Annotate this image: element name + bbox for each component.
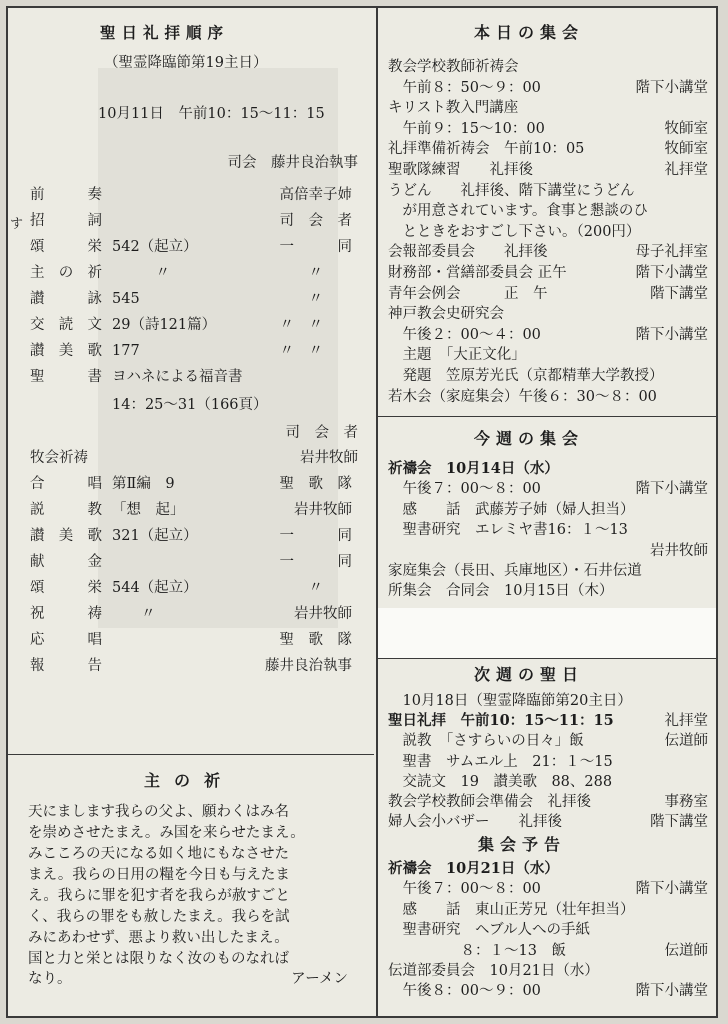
margin-char: す	[10, 217, 24, 232]
meeting-line	[388, 285, 708, 303]
meeting-line	[388, 521, 708, 539]
order-person: 岩井牧師	[294, 502, 352, 518]
order-label: 招 詞	[30, 213, 102, 229]
worship-date-time: 10月11日 午前10：15～11：15	[98, 106, 325, 122]
amen: アーメン	[291, 971, 348, 987]
meeting-line	[388, 305, 708, 323]
order-row	[30, 657, 360, 675]
meeting-line	[388, 732, 708, 750]
meeting-text: 教会学校教師会準備会 礼拝後	[388, 794, 591, 810]
meeting-text: 発題 笠原芳光氏（京都精華大学教授）	[388, 368, 664, 384]
meeting-preview-title: 集会予告	[478, 835, 567, 854]
meeting-line	[388, 982, 708, 1000]
order-row	[30, 475, 360, 493]
order-label: 頌 栄	[30, 239, 102, 255]
order-row	[30, 579, 360, 597]
meetings-column	[378, 8, 716, 1016]
meeting-text: 感 話 武藤芳子姉（婦人担当）	[388, 501, 635, 518]
meeting-line	[388, 223, 708, 241]
next-sunday-title: 次週の聖日	[474, 665, 585, 684]
meeting-line	[388, 880, 708, 898]
lords-prayer-text	[28, 802, 368, 970]
meeting-line	[388, 326, 708, 344]
order-item: 542（起立）	[112, 239, 198, 255]
order-row	[30, 264, 360, 282]
meeting-line	[388, 901, 708, 919]
meeting-line	[388, 99, 708, 117]
meeting-place: 岩井牧師	[650, 542, 708, 559]
meeting-line	[388, 712, 708, 730]
meeting-place: 牧師室	[664, 141, 708, 158]
meeting-line	[388, 501, 708, 519]
meeting-text: 感 話 東山正芳兄（壮年担当）	[388, 901, 635, 918]
meeting-text: 10月18日（聖霊降臨節第20主日）	[388, 693, 632, 709]
meeting-text: 午前９：15～10：00	[388, 120, 545, 137]
order-person: 一 同	[279, 554, 352, 570]
order-person: 藤井良治執事	[265, 658, 352, 674]
prayer-line: 国と力と栄とは限りなく汝のものなれば	[28, 951, 289, 967]
order-person: 高倍幸子姉	[279, 187, 352, 203]
order-item: 321（起立）	[112, 528, 198, 544]
order-label: 讃 詠	[30, 291, 102, 307]
meeting-text: キリスト教入門講座	[388, 100, 519, 117]
order-person: 〃	[308, 291, 352, 307]
meeting-line	[388, 346, 708, 364]
pastoral-prayer-by: 岩井牧師	[300, 450, 358, 466]
order-person: 聖 歌 隊	[279, 476, 352, 492]
order-item: 177	[112, 343, 140, 359]
order-row	[30, 238, 360, 256]
order-label: 祝 祷	[30, 606, 102, 622]
today-meetings-title: 本日の集会	[474, 23, 585, 42]
meeting-place: 階下小講堂	[635, 265, 708, 281]
meeting-text: 午後２：00～４：00	[388, 326, 541, 343]
order-item: 「想 起」	[112, 502, 185, 518]
meeting-place: 事務室	[664, 794, 708, 810]
meeting-line	[388, 860, 708, 878]
order-person: 聖 歌 隊	[279, 632, 352, 648]
meeting-text: とときをおすごし下さい。（200円）	[388, 223, 641, 240]
meeting-text: が用意されています。食事と懇談のひ	[388, 203, 648, 220]
meeting-place: 礼拝堂	[664, 713, 708, 730]
meeting-place: 階下小講堂	[635, 481, 708, 498]
meeting-text: 主題 「大正文化」	[388, 347, 526, 364]
meeting-place: 牧師室	[664, 120, 708, 137]
prayer-line: を崇めさせたまえ。み国を来らせたまえ。	[28, 825, 305, 841]
meeting-text: 聖書研究 エレミヤ書16：１～13	[388, 522, 628, 539]
meeting-line	[388, 243, 708, 261]
order-label: 献 金	[30, 554, 102, 570]
meeting-line	[388, 962, 708, 980]
meeting-text: 教会学校教師祈祷会	[388, 59, 519, 75]
blank-area	[378, 608, 716, 658]
worship-subtitle: （聖霊降臨節第19主日）	[104, 55, 268, 71]
prayer-line: みこころの天になる如く地にもなさせた	[28, 846, 289, 862]
meeting-line	[388, 460, 708, 478]
meeting-place: 伝道師	[664, 942, 708, 959]
order-row	[30, 186, 360, 204]
worship-order-column	[8, 8, 378, 1016]
meeting-line	[388, 367, 708, 385]
meeting-line	[388, 202, 708, 220]
order-label: 報 告	[30, 658, 102, 674]
order-person: 〃	[308, 580, 352, 596]
order-row	[30, 212, 360, 230]
meeting-line	[388, 562, 708, 580]
meeting-text: 伝道部委員会 10月21日（水）	[388, 963, 599, 979]
order-row	[30, 605, 360, 623]
prayer-line: 天にまします我らの父よ、願わくはみ名	[28, 804, 289, 820]
order-person: 〃 〃	[279, 317, 352, 333]
order-item: 〃	[112, 606, 156, 622]
order-item: 第Ⅱ編 9	[112, 476, 175, 492]
meeting-line	[388, 388, 708, 406]
meeting-text: うどん 礼拝後、階下講堂にうどん	[388, 182, 635, 199]
order-row	[30, 316, 360, 334]
order-label: 讃 美 歌	[30, 528, 102, 544]
meeting-text: 午後７：00～８：00	[388, 881, 541, 898]
meeting-place: 階下小講堂	[635, 326, 708, 343]
meeting-text: 婦人会小バザー 礼拝後	[388, 814, 562, 831]
meeting-text: 財務部・営繕部委員会 正午	[388, 265, 567, 281]
order-label: 応 唱	[30, 632, 102, 648]
order-person: 岩井牧師	[294, 606, 352, 622]
meeting-text: 青年会例会 正 午	[388, 285, 548, 302]
order-item: 544（起立）	[112, 580, 198, 596]
meeting-text: 会報部委員会 礼拝後	[388, 244, 548, 261]
meeting-place: 母子礼拝室	[635, 244, 708, 261]
order-row	[30, 631, 360, 649]
order-item: 29（詩121篇）	[112, 317, 217, 333]
prayer-line: まえ。我らの日用の糧を今日も与えたま	[28, 867, 290, 883]
prayer-line: く、我らの罪をも赦したまえ。我らを試	[28, 909, 290, 925]
meeting-place: 階下小講堂	[635, 79, 708, 96]
meeting-text: 午後７：00～８：00	[388, 481, 541, 498]
meeting-text: 神戸教会史研究会	[388, 306, 504, 323]
order-label: 交 読 文	[30, 317, 102, 333]
meeting-line	[388, 942, 708, 960]
lords-prayer-title: 主の祈	[144, 771, 235, 790]
meeting-line	[388, 692, 708, 710]
order-person: 〃 〃	[279, 343, 352, 359]
meeting-text: 家庭集会（長田、兵庫地区）・石井伝道	[388, 563, 642, 579]
meeting-line	[388, 921, 708, 939]
meeting-text: 説教 「さすらいの日々」飯	[388, 733, 584, 750]
pastoral-prayer-label: 牧会祈祷	[30, 450, 88, 466]
meeting-text: 聖書 サムエル上 21：１～15	[388, 753, 613, 770]
prayer-line: え。我らに罪を犯す者を我らが赦すごと	[28, 888, 290, 904]
week-meetings-title: 今週の集会	[474, 429, 585, 448]
scripture-reference: 14：25～31（166頁）	[112, 397, 268, 413]
meeting-text: 聖日礼拝 午前10：15～11：15	[388, 712, 614, 730]
meeting-text: 若木会（家庭集会）午後６：30～８：00	[388, 388, 657, 405]
order-label: 説 教	[30, 502, 102, 518]
order-label: 合 唱	[30, 476, 102, 492]
meeting-line	[388, 773, 708, 791]
meeting-line	[388, 480, 708, 498]
order-person: 一 同	[279, 239, 352, 255]
order-label: 主 の 祈	[30, 265, 102, 281]
meeting-line	[388, 120, 708, 138]
meeting-text: 午前８：50～９：00	[388, 79, 541, 96]
order-row	[30, 501, 360, 519]
presider: 司会 藤井良治執事	[227, 155, 358, 171]
order-item: 〃	[112, 265, 170, 281]
meeting-text: 午後８：00～９：00	[388, 983, 541, 1000]
meeting-line	[388, 161, 708, 179]
meeting-line	[388, 813, 708, 831]
meeting-line	[388, 264, 708, 282]
order-row	[30, 368, 360, 386]
meeting-text: 聖歌隊練習 礼拝後	[388, 162, 533, 178]
meeting-place: 礼拝堂	[664, 162, 708, 178]
meeting-place: 階下講堂	[650, 285, 708, 302]
meeting-text: 礼拝準備祈祷会 午前10：05	[388, 141, 585, 158]
order-item: 545	[112, 291, 140, 307]
order-label: 讃 美 歌	[30, 343, 102, 359]
meeting-place: 階下小講堂	[635, 881, 708, 898]
divider	[8, 754, 374, 755]
meeting-line	[388, 182, 708, 200]
meeting-line	[388, 58, 708, 76]
meeting-line	[388, 753, 708, 771]
scripture-reader: 司 会 者	[285, 425, 358, 441]
meeting-text: ８：１～13 飯	[388, 942, 566, 959]
meeting-text: 祈禱会 10月21日（水）	[388, 860, 559, 877]
meeting-text: 交読文 19 讃美歌 88、288	[388, 773, 613, 790]
meeting-place: 伝道師	[664, 733, 708, 750]
meeting-line	[388, 793, 708, 811]
lords-prayer-last-line: なり。	[28, 971, 72, 987]
order-row	[30, 342, 360, 360]
meeting-text: 所集会 合同会 10月15日（木）	[388, 583, 614, 600]
order-person: 〃	[308, 265, 352, 281]
meeting-place: 階下小講堂	[635, 983, 708, 1000]
divider	[378, 416, 716, 417]
order-label: 頌 栄	[30, 580, 102, 596]
order-label: 前 奏	[30, 187, 102, 203]
meeting-text: 祈禱会 10月14日（水）	[388, 460, 559, 477]
meeting-line	[388, 582, 708, 600]
meeting-place: 階下講堂	[650, 814, 708, 831]
order-person: 一 同	[279, 528, 352, 544]
meeting-line	[388, 79, 708, 97]
worship-order-title: 聖日礼拝順序	[100, 23, 230, 42]
order-row	[30, 553, 360, 571]
order-label: 聖 書	[30, 369, 102, 385]
order-row	[30, 290, 360, 308]
divider	[378, 658, 716, 659]
bulletin-sheet	[6, 6, 718, 1018]
meeting-line	[388, 140, 708, 158]
order-row	[30, 527, 360, 545]
order-person: 司 会 者	[279, 213, 352, 229]
meeting-text: 聖書研究 ヘブル人への手紙	[388, 922, 590, 939]
order-item: ヨハネによる福音書	[112, 369, 243, 385]
prayer-line: みにあわせず、悪より救い出したまえ。	[28, 930, 289, 946]
